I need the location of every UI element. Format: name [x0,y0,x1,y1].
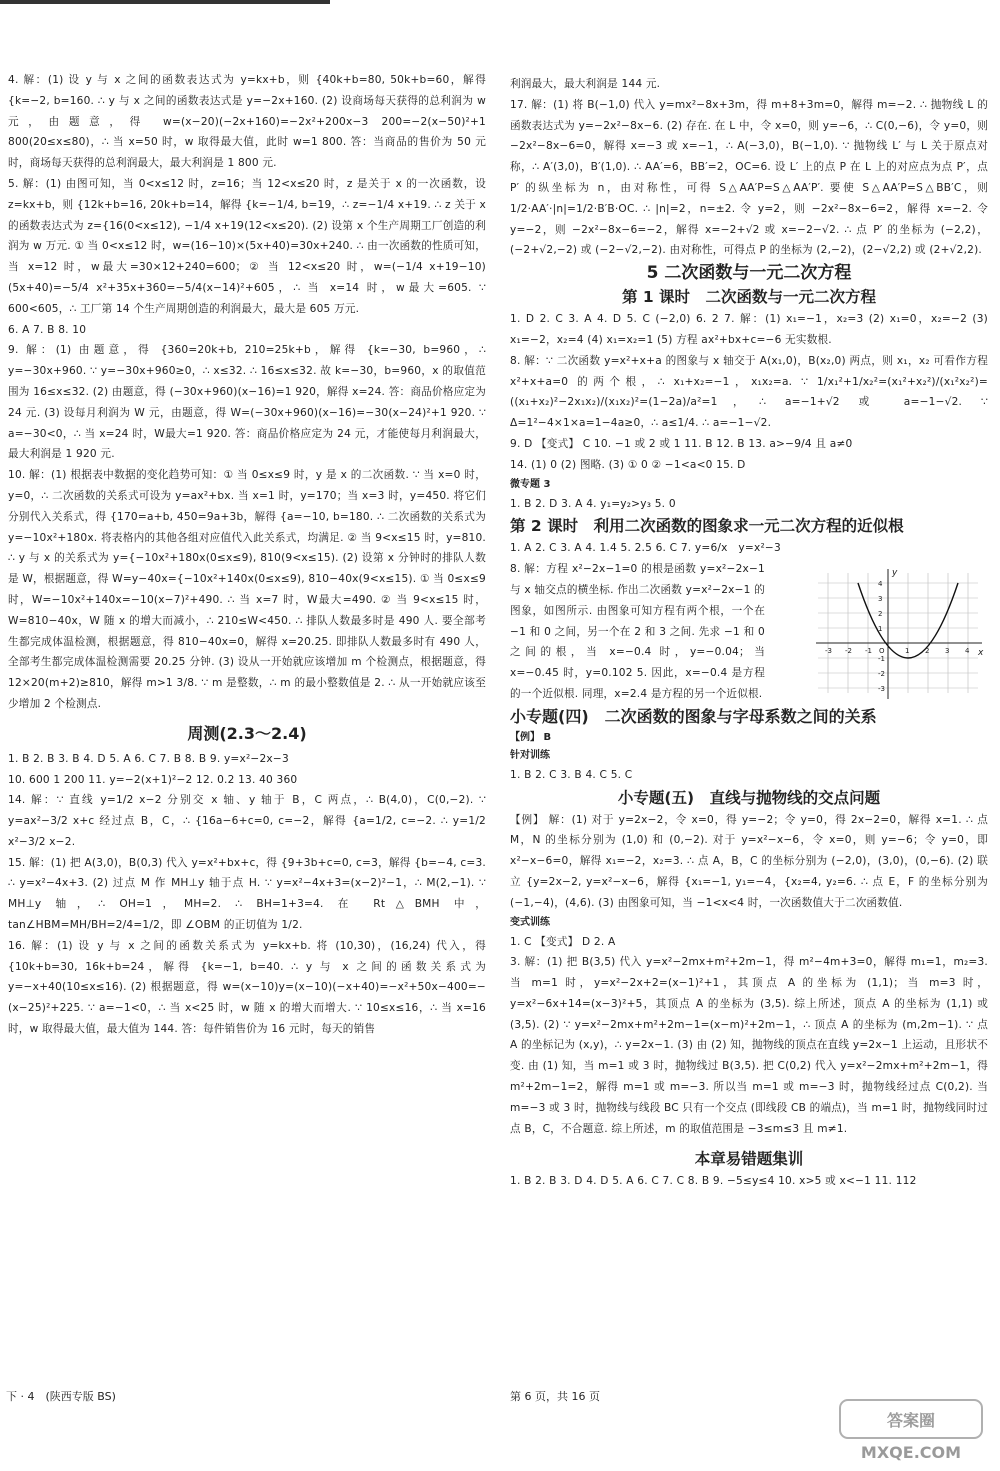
topic-4-answers: 1. B 2. C 3. B 4. C 5. C [510,768,633,781]
right-column [510,74,988,1192]
answer-q9: 9. 解：(1) 由题意，得 {360=20k+b, 210=25k+b，解得 {k=−30, b=960，∴ y=−30x+960. ∵ y=−30x+960≥0，∴ x≤32. ∴ 16≤x≤32. 故 k=−30，b=960，x 的取值范围为 16≤x≤32. (2) 由题意，得 (−30x+960)(x−16)=1 920，解得 x=24. 答：商品价格应定为 24 元. (3) 设每月利润为 W 元，由题意，得 W=(−30x+960)(x−16)=−30(x−24)²+1 920. ∵ a=−30<0，∴ 当 x=24 时，W最大=1 920. 答：商品价格应定为 24 元，才能使每月利润最大，最大利润是 1 920 元. [8,344,486,461]
watermark-bottom-text: MXQE.COM [860,1443,962,1462]
variant-answer-q3: 3. 解：(1) 把 B(3,5) 代入 y=x²−2mx+m²+2m−1，得 m²−4m+3=0，解得 m₁=1，m₂=3. 当 m=1 时，y=x²−2x+2=(x−1)²+1，其顶点 A 的坐标为 (1,1)；当 m=3 时，y=x²−6x+14=(x−3)²+5，其顶点 A 的坐标为 (3,5). 综上所述，顶点 A 的坐标为 (1,1) 或 (3,5). (2) ∵ y=x²−2mx+m²+2m−1=(x−m)²+2m−1，∴ 顶点 A 的坐标为 (m,2m−1). ∵ 点 A 的坐标记为 (x,y)，∴ y=2x−1. (3) 由 (2) 知，抛物线的顶点在直线 y=2x−1 上运动，且形状不变. 由 (1) 知，当 m=1 或 3 时，抛物线过 B(3,5). 把 C(0,2) 代入 y=x²−2mx+m²+2m−1，得 m²+2m−1=2，解得 m=1 或 m=−3. 所以当 m=1 或 m=−3 时，抛物线经过点 C(0,2). 当 m=−3 或 3 时，抛物线与线段 BC 只有一个交点 (即线段 CB 的端点)，当 m=1 时，抛物线同时过点 B，C，不合题意. 综上所述，m 的取值范围是 −3≤m≤3 且 m≠1. [510,956,988,1135]
weekly-answers-2: 10. 600 1 200 11. y=−2(x+1)²−2 12. 0.2 13. 40 360 [8,773,298,786]
answer-q5: 5. 解：(1) 由图可知，当 0<x≤12 时，z=16；当 12<x≤20 时，z 是关于 x 的一次函数，设 z=kx+b，则 {12k+b=16, 20k+b=14，解得 {k=−1/4, b=19，∴ z=−1/4 x+19. ∴ z 关于 x 的函数表达式为 z={16(0<x≤12), −1/4 x+19(12<x≤20). (2) 设第 x 个生产周期工厂创造的利润为 w 万元. ① 当 0<x≤12 时，w=(16−10)×(5x+40)=30x+240. ∴ 由一次函数的性质可知，当 x=12 时，w最大=30×12+240=600；② 当 12<x≤20 时，w=(−1/4 x+19−10)(5x+40)=−5/4 x²+35x+360=−5/4(x−14)²+605，∴ 当 x=14 时，w最大=605. ∵ 600<605，∴ 工厂第 14 个生产周期创造的利润最大，最大是 605 万元. [8,177,486,315]
weekly-answer-q15: 15. 解：(1) 把 A(3,0)，B(0,3) 代入 y=x²+bx+c，得 {9+3b+c=0, c=3，解得 {b=−4, c=3. ∴ y=x²−4x+3. (2) 过点 M 作 MH⊥y 轴于点 H. ∵ y=x²−4x+3=(x−2)²−1，∴ M(2,−1). ∵ MH⊥y 轴，∴ OH=1，MH=2. ∴ BH=1+3=4. 在 Rt△BMH 中，tan∠HBM=MH/BH=2/4=1/2，即 ∠OBM 的正切值为 1/2. [8,856,486,932]
x-tick-label: 1 [905,647,910,656]
x-tick-label: 2 [925,647,930,656]
x-tick-label: 4 [965,647,970,656]
section-5-title: 5 二次函数与一元二次方程 [646,263,852,284]
x-tick-label: -3 [825,647,832,656]
weekly-test-title: 周测(2.3～2.4) [187,723,307,743]
y-tick-label: 4 [878,580,883,589]
y-tick-label: -2 [878,670,885,679]
x-axis-label: x [978,648,984,659]
x-tick-label: O [879,647,885,656]
lesson-1-answers-9-13: 9. D 【变式】 C 10. −1 或 2 或 1 11. B 12. B 13. a>−9/4 且 a≠0 [510,437,853,450]
lesson-1-answer-q8: 8. 解：∵ 二次函数 y=x²+x+a 的图象与 x 轴交于 A(x₁,0)，B(x₂,0) 两点，则 x₁，x₂ 可看作方程 x²+x+a=0 的两个根，∴ x₁+x₂=−1，x₁x₂=a. ∵ 1/x₁²+1/x₂²=(x₁²+x₂²)/(x₁²x₂²)=((x₁+x₂)²−2x₁x₂)/(x₁x₂)²=(1−2a)/a²=1，∴ a=−1+√2 或 a=−1−√2. ∵ Δ=1²−4×1×a=1−4a≥0，∴ a≤1/4. ∴ a=−1−√2. [510,354,988,430]
chapter-errors-title: 本章易错题集训 [694,1150,804,1169]
lesson-2-title: 第 2 课时 利用二次函数的图象求一元二次方程的近似根 [510,517,904,536]
y-tick-label: -3 [878,685,885,694]
chapter-errors-answers: 1. B 2. B 3. D 4. D 5. A 6. C 7. C 8. B 9. −5≤y≤4 10. x>5 或 x<−1 11. 112 [510,1175,917,1188]
answer-q10: 10. 解：(1) 根据表中数据的变化趋势可知：① 当 0≤x≤9 时，y 是 x 的二次函数. ∵ 当 x=0 时，y=0，∴ 二次函数的关系式可设为 y=ax²+bx. 当 x=1 时，y=170；当 x=3 时，y=450. 将它们分别代入关系式，得 {170=a+b, 450=9a+3b，解得 {a=−10, b=180. ∴ 二次函数的关系式为 y=−10x²+180x. 将表格内的其他各组对应值代入此关系式，均满足. ② 当 9<x≤15 时，y=810. ∴ y 与 x 的关系式为 y={−10x²+180x(0≤x≤9), 810(9<x≤15). (2) 设第 x 分钟时的排队人数是 W，根据题意，得 W=y−40x={−10x²+140x(0≤x≤9), 810−40x(9<x≤15). ① 当 0≤x≤9 时，W=−10x²+140x=−10(x−7)²+490. ∴ 当 x=7 时，W最大=490. ② 当 9<x≤15 时，W=810−40x，W 随 x 的增大而减小，∴ 210≤W<450. ∴ 排队人数最多时是 490 人. 要全部考生都完成体温检测，根据题意，得 810−40x=0，解得 x=20.25. 即排队人数最多时有 490 人，全部考生都完成体温检测需要 20.25 分钟. (3) 设从一开始就应该增加 m 个检测点，根据题意，得 12×20(m+2)≥810，解得 m>1 3/8. ∵ m 是整数，∴ m 的最小整数值是 2. ∴ 从一开始就应该至少增加 2 个检测点. [8,469,487,710]
variant-training-label: 变式训练 [510,916,550,928]
header-rule [0,0,330,4]
lesson-1-answers-14-15: 14. (1) 0 (2) 图略. (3) ① 0 ② −1<a<0 15. D [510,458,746,471]
lesson-1-title: 第 1 课时 二次函数与一元二次方程 [621,288,877,307]
footer-page-number: 第 6 页，共 16 页 [510,1390,600,1403]
topic-4-example: 【例】 B [510,731,552,743]
x-tick-label: -1 [865,647,872,656]
x-tick-label: 3 [945,647,950,656]
weekly-answer-q14: 14. 解：∵ 直线 y=1/2 x−2 分别交 x 轴、y 轴于 B，C 两点，∴ B(4,0)，C(0,−2). ∵ y=ax²−3/2 x+c 经过点 B，C，∴ {16a−6+c=0, c=−2，解得 {a=1/2, c=−2. ∴ y=1/2 x²−3/2 x−2. [8,794,486,848]
site-watermark-logo [836,1396,986,1466]
variant-answers: 1. C 【变式】 D 2. A [510,935,616,948]
y-tick-label: 2 [878,610,883,619]
weekly-answer-q16-continued: 利润最大，最大利润是 144 元. [510,78,661,90]
lesson-2-answers: 1. A 2. C 3. A 4. 1.4 5. 2.5 6. C 7. y=6/x y=x²−3 [510,542,781,555]
y-axis-label: y [892,568,898,579]
left-column [8,70,486,1040]
parabola-graph [808,563,988,703]
y-tick-label: -1 [878,655,885,664]
topic-4-title: 小专题(四) 二次函数的图象与字母系数之间的关系 [510,706,877,726]
x-tick-label: -2 [845,647,852,656]
topic-4-practice-label: 针对训练 [510,749,550,761]
answer-q4: 4. 解：(1) 设 y 与 x 之间的函数表达式为 y=kx+b，则 {40k+b=80, 50k+b=60，解得 {k=−2, b=160. ∴ y 与 x 之间的函数表达式是 y=−2x+160. (2) 设商场每天获得的总利润为 w 元，由题意，得 w=(x−20)(−2x+160)=−2x²+200x−3 200=−2(x−50)²+1 800(20≤x≤80)，∴ 当 x=50 时，w 取得最大值，此时 w=1 800. 答：当商品的售价为 50 元时，商场每天获得的总利润最大，最大利润是 1 800 元. [8,74,486,170]
lesson-2-q8-block [510,559,988,705]
micro-topic-3-title: 微专题 3 [510,478,551,490]
micro-topic-3-answers: 1. B 2. D 3. A 4. y₁=y₂>y₃ 5. 0 [510,497,676,510]
topic-5-example: 【例】 解：(1) 对于 y=2x−2，令 x=0，得 y=−2；令 y=0，得 2x−2=0，解得 x=1. ∴ 点 M，N 的坐标分别为 (1,0) 和 (0,−2). 对于 y=x²−x−6，令 x=0，则 y=−6；令 y=0，即 x²−x−6=0，解得 x₁=−2，x₂=3. ∴ 点 A，B，C 的坐标分别为 (−2,0)，(3,0)，(0,−6). (2) 联立 {y=2x−2, y=x²−x−6，解得 {x₁=−1, y₁=−4，{x₂=4, y₂=6. ∴ 点 E，F 的坐标分别为 (−1,−4)，(4,6). (3) 由图象可知，当 −1<x<4 时，一次函数值大于二次函数值. [510,813,988,909]
lesson-2-answer-q8: 8. 解：方程 x²−2x−1=0 的根是函数 y=x²−2x−1 与 x 轴交点的横坐标. 作出二次函数 y=x²−2x−1 的图象，如图所示. 由图象可知方程有两个根，一个在 −1 和 0 之间，另一个在 2 和 3 之间. 先求 −1 和 0 之间的根，当 x=−0.4 时，y=−0.04；当 x=−0.45 时，y=0.102 5. 因此，x=−0.4 是方程的一个近似根. 同理，x=2.4 是方程的另一个近似根. [510,563,765,700]
y-tick-label: 3 [878,595,883,604]
watermark-top-text: 答案圈 [886,1411,936,1430]
answer-q6-8: 6. A 7. B 8. 10 [8,323,87,336]
footer-book-label: 下 · 4 (陕西专版 BS) [6,1390,116,1403]
lesson-1-answers: 1. D 2. C 3. A 4. D 5. C (−2,0) 6. 2 7. 解：(1) x₁=−1，x₂=3 (2) x₁=0，x₂=−2 (3) x₁=−2，x₂=4 (4) x₁=x₂=1 (5) 方程 ax²+bx+c=−6 无实数根. [510,313,988,346]
weekly-answer-q16: 16. 解：(1) 设 y 与 x 之间的函数关系式为 y=kx+b. 将 (10,30)，(16,24) 代入，得 {10k+b=30, 16k+b=24，解得 {k=−1, b=40. ∴ y 与 x 之间的函数关系式为 y=−x+40(10≤x≤16). (2) 根据题意，得 w=(x−10)y=(x−10)(−x+40)=−x²+50x−400=−(x−25)²+225. ∵ a=−1<0，∴ 当 x<25 时，w 随 x 的增大而增大. ∵ 10≤x≤16，∴ 当 x=16 时，w 取得最大值，最大值为 144. 答：每件销售价为 16 元时，每天的销售 [8,939,486,1036]
weekly-answers-1: 1. B 2. B 3. B 4. D 5. A 6. C 7. B 8. B 9. y=x²−2x−3 [8,752,289,765]
y-tick-label: 1 [878,625,883,634]
weekly-answer-q17: 17. 解：(1) 将 B(−1,0) 代入 y=mx²−8x+3m，得 m+8+3m=0，解得 m=−2. ∴ 抛物线 L 的函数表达式为 y=−2x²−8x−6. (2) 存在. 在 L 中，令 x=0，则 y=−6，∴ C(0,−6)，令 y=0，则 −2x²−8x−6=0，解得 x=−3 或 x=−1，∴ A(−3,0)，B(−1,0). ∵ 抛物线 L′ 与 L 关于原点对称，∴ A′(3,0)，B′(1,0). ∴ AA′=6，BB′=2，OC=6. 设 L′ 上的点 P 在 L 上的对应点为点 P′，点 P′ 的纵坐标为 n，由对称性，可得 S△AA′P=S△AA′P′. 要使 S△AA′P=S△BB′C，则 1/2·AA′·|n|=1/2·B′B·OC. ∴ |n|=2，n=±2. 令 y=2，则 −2x²−8x−6=2，解得 x=−2. 令 y=−2，则 −2x²−8x−6=−2，解得 x=−2+√2 或 x=−2−√2. ∴ 点 P′ 的坐标为 (−2,2)，(−2+√2,−2) 或 (−2−√2,−2). 由对称性，可得点 P 的坐标为 (2,−2)，(2−√2,2) 或 (2+√2,2). [510,98,988,257]
topic-5-title: 小专题(五) 直线与抛物线的交点问题 [617,788,881,807]
